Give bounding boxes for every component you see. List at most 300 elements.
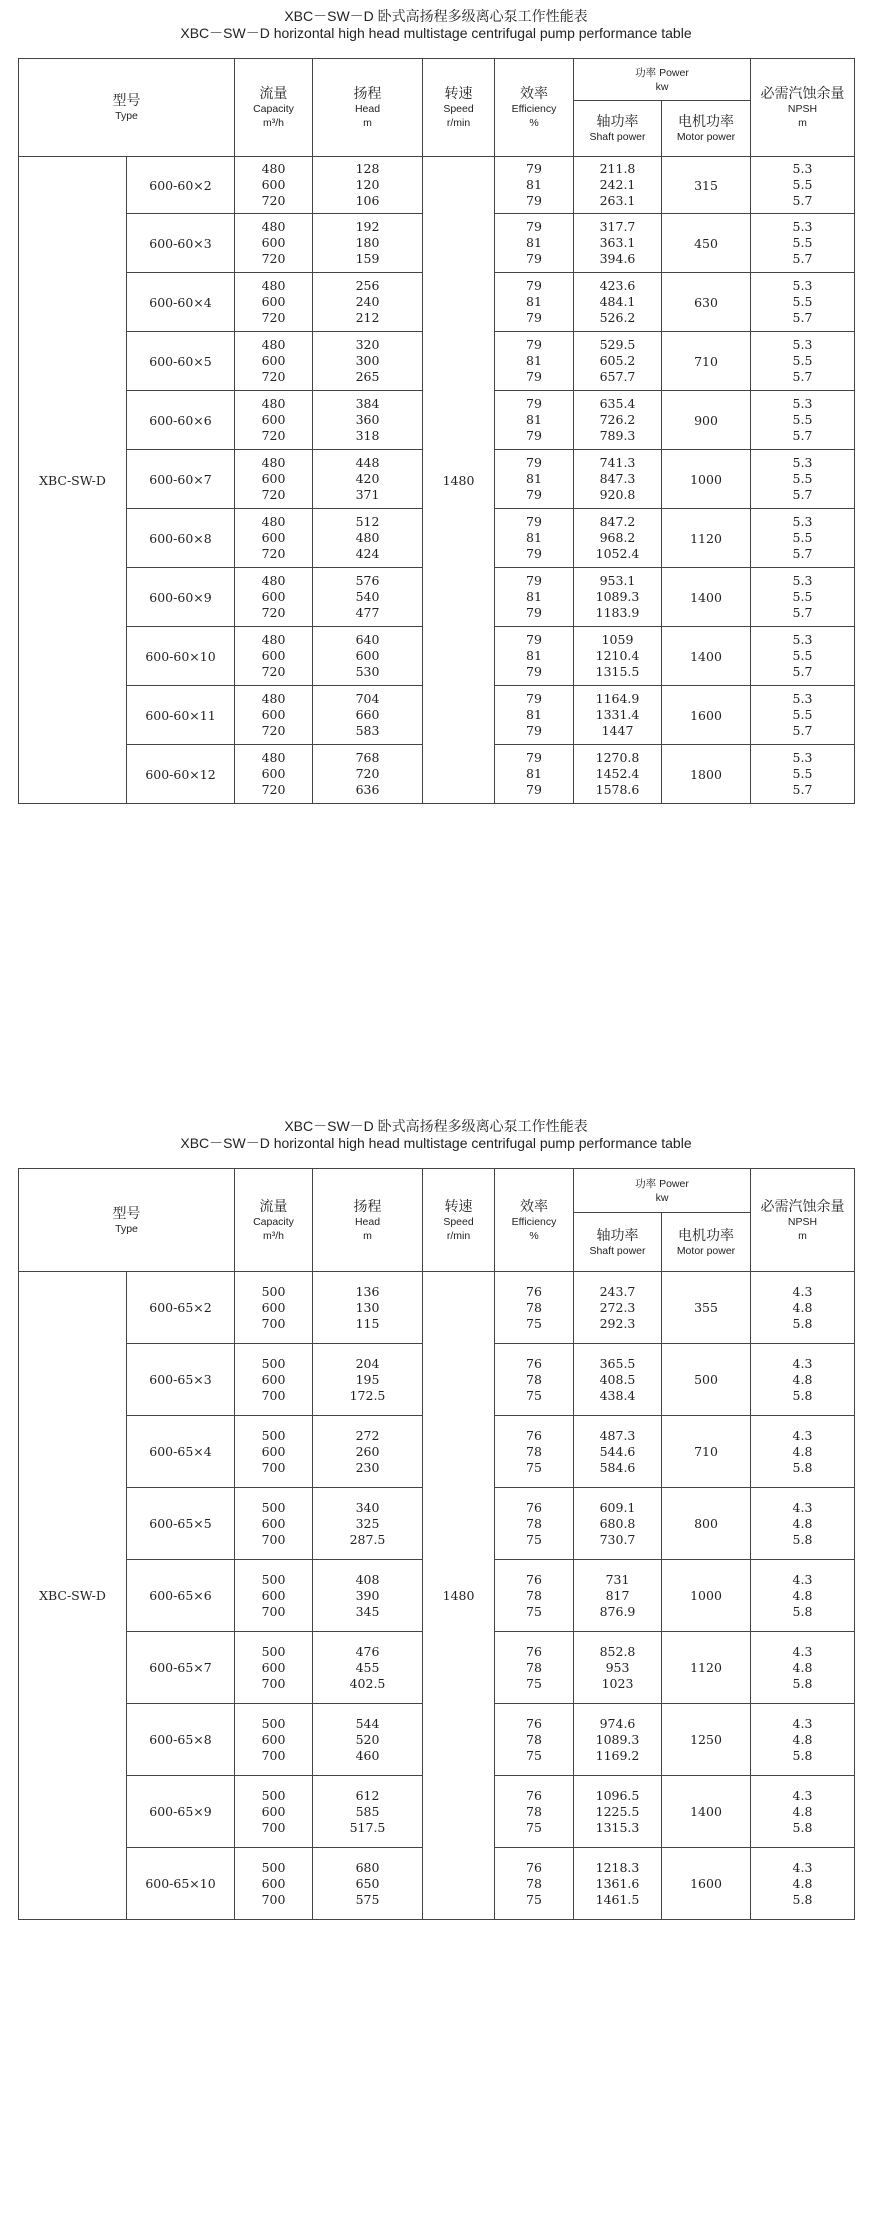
head-value: 650 bbox=[355, 1875, 380, 1891]
header-head-head_unit: m bbox=[363, 1229, 372, 1242]
header-speed bbox=[423, 59, 495, 157]
head-value: 265 bbox=[355, 369, 380, 384]
model-cell bbox=[127, 273, 235, 332]
npsh-value: 5.7 bbox=[792, 310, 813, 325]
npsh-value: 5.3 bbox=[792, 337, 813, 352]
head-value: 544 bbox=[355, 1715, 380, 1731]
head-cell bbox=[313, 627, 423, 686]
efficiency-value: 81 bbox=[526, 235, 542, 250]
efficiency-value: 79 bbox=[526, 219, 542, 234]
shaft-power-value: 1331.4 bbox=[595, 707, 640, 722]
head-value: 636 bbox=[355, 782, 380, 797]
header-type-type_cn: 型号 bbox=[112, 1204, 141, 1221]
shaft-power-value: 876.9 bbox=[599, 1603, 636, 1619]
capacity-value: 600 bbox=[261, 1515, 286, 1531]
motor-power-cell bbox=[662, 391, 751, 450]
npsh-value: 4.8 bbox=[792, 1659, 813, 1675]
motor-power-value: 1800 bbox=[690, 766, 722, 782]
head-value: 345 bbox=[355, 1603, 380, 1619]
npsh-cell bbox=[751, 332, 855, 391]
efficiency-cell bbox=[495, 1344, 574, 1416]
head-value: 520 bbox=[355, 1731, 380, 1747]
head-value: 318 bbox=[355, 428, 380, 443]
model-name: 600-60×4 bbox=[149, 294, 212, 310]
shaft-power-value: 438.4 bbox=[599, 1387, 636, 1403]
capacity-value: 600 bbox=[261, 1587, 286, 1603]
shaft-power-value: 847.2 bbox=[599, 514, 636, 529]
head-value: 517.5 bbox=[349, 1819, 386, 1835]
shaft-power-value: 1315.3 bbox=[595, 1819, 640, 1835]
motor-power-value: 315 bbox=[694, 177, 718, 193]
head-value: 402.5 bbox=[349, 1675, 386, 1691]
efficiency-cell bbox=[495, 509, 574, 568]
header-motor-power-motor_en: Motor power bbox=[676, 131, 736, 143]
header-speed-speed_cn: 转速 bbox=[444, 1197, 473, 1214]
capacity-value: 600 bbox=[261, 1875, 286, 1891]
capacity-cell bbox=[235, 686, 313, 745]
npsh-value: 5.3 bbox=[792, 573, 813, 588]
efficiency-cell bbox=[495, 332, 574, 391]
motor-power-cell bbox=[662, 1632, 751, 1704]
head-value: 159 bbox=[355, 251, 380, 266]
shaft-power-cell bbox=[574, 1776, 662, 1848]
capacity-value: 700 bbox=[261, 1819, 286, 1835]
capacity-value: 480 bbox=[261, 396, 286, 411]
motor-power-value: 450 bbox=[694, 235, 718, 251]
shaft-power-value: 817 bbox=[605, 1587, 630, 1603]
motor-power-value: 1400 bbox=[690, 1804, 722, 1819]
efficiency-cell bbox=[495, 627, 574, 686]
head-cell bbox=[313, 1704, 423, 1776]
head-cell bbox=[313, 1632, 423, 1704]
npsh-cell bbox=[751, 686, 855, 745]
shaft-power-value: 317.7 bbox=[599, 219, 636, 234]
head-value: 704 bbox=[355, 691, 380, 706]
model-cell bbox=[127, 686, 235, 745]
header-npsh-npsh_cn: 必需汽蚀余量 bbox=[760, 85, 845, 101]
head-value: 576 bbox=[355, 573, 380, 588]
head-value: 460 bbox=[355, 1747, 380, 1763]
capacity-value: 700 bbox=[261, 1603, 286, 1619]
head-value: 512 bbox=[355, 514, 380, 529]
table-title-cn: XBC－SW－D 卧式高扬程多级离心泵工作性能表 bbox=[284, 8, 588, 24]
header-efficiency bbox=[495, 1169, 574, 1272]
npsh-value: 5.3 bbox=[792, 396, 813, 411]
head-cell bbox=[313, 157, 423, 214]
motor-power-value: 710 bbox=[694, 353, 718, 369]
shaft-power-value: 423.6 bbox=[599, 278, 636, 293]
header-power bbox=[574, 59, 751, 101]
efficiency-value: 81 bbox=[526, 177, 542, 192]
npsh-value: 5.5 bbox=[792, 471, 813, 486]
model-cell bbox=[127, 1344, 235, 1416]
motor-power-cell bbox=[662, 745, 751, 804]
efficiency-value: 81 bbox=[526, 589, 542, 604]
capacity-value: 720 bbox=[261, 428, 286, 443]
model-cell bbox=[127, 450, 235, 509]
shaft-power-value: 584.6 bbox=[599, 1459, 636, 1475]
shaft-power-value: 968.2 bbox=[599, 530, 636, 545]
efficiency-value: 79 bbox=[526, 251, 542, 266]
motor-power-value: 900 bbox=[694, 412, 718, 428]
motor-power-value: 1120 bbox=[690, 530, 722, 546]
motor-power-cell bbox=[662, 627, 751, 686]
npsh-cell bbox=[751, 627, 855, 686]
shaft-power-value: 974.6 bbox=[599, 1715, 636, 1731]
shaft-power-value: 1096.5 bbox=[595, 1787, 640, 1803]
performance-table-section bbox=[18, 8, 854, 804]
npsh-value: 5.7 bbox=[792, 487, 813, 502]
npsh-value: 4.8 bbox=[792, 1515, 813, 1531]
head-value: 477 bbox=[355, 605, 380, 620]
head-cell bbox=[313, 273, 423, 332]
head-value: 130 bbox=[355, 1299, 380, 1315]
capacity-value: 720 bbox=[261, 487, 286, 502]
motor-power-cell bbox=[662, 1272, 751, 1344]
model-name: 600-65×9 bbox=[149, 1804, 212, 1819]
capacity-value: 600 bbox=[261, 530, 286, 545]
npsh-cell bbox=[751, 391, 855, 450]
shaft-power-cell bbox=[574, 214, 662, 273]
shaft-power-value: 852.8 bbox=[599, 1643, 636, 1659]
shaft-power-value: 408.5 bbox=[599, 1371, 636, 1387]
shaft-power-value: 1059 bbox=[601, 632, 634, 647]
shaft-power-value: 1183.9 bbox=[595, 605, 640, 620]
table-title-en: XBC－SW－D horizontal high head multistage centrifugal pump performance table bbox=[180, 25, 692, 41]
efficiency-value: 79 bbox=[526, 278, 542, 293]
series-name: XBC-SW-D bbox=[39, 1588, 106, 1603]
shaft-power-value: 484.1 bbox=[599, 294, 636, 309]
npsh-value: 4.8 bbox=[792, 1875, 813, 1891]
npsh-value: 4.3 bbox=[792, 1283, 813, 1299]
motor-power-cell bbox=[662, 1848, 751, 1920]
head-value: 612 bbox=[355, 1787, 380, 1803]
efficiency-value: 78 bbox=[526, 1587, 542, 1603]
efficiency-value: 79 bbox=[526, 396, 542, 411]
capacity-cell bbox=[235, 1488, 313, 1560]
head-value: 585 bbox=[355, 1803, 380, 1819]
header-head-head_en: Head bbox=[354, 103, 381, 115]
shaft-power-value: 1218.3 bbox=[595, 1859, 640, 1875]
model-cell bbox=[127, 509, 235, 568]
npsh-cell bbox=[751, 568, 855, 627]
npsh-value: 5.8 bbox=[792, 1747, 813, 1763]
npsh-value: 4.8 bbox=[792, 1443, 813, 1459]
efficiency-value: 79 bbox=[526, 632, 542, 647]
head-cell bbox=[313, 391, 423, 450]
shaft-power-value: 1052.4 bbox=[595, 546, 640, 561]
head-value: 448 bbox=[355, 455, 380, 470]
npsh-value: 5.7 bbox=[792, 251, 813, 266]
efficiency-value: 76 bbox=[526, 1787, 542, 1803]
header-speed bbox=[423, 1169, 495, 1272]
efficiency-value: 76 bbox=[526, 1643, 542, 1659]
npsh-value: 5.8 bbox=[792, 1459, 813, 1475]
shaft-power-value: 272.3 bbox=[599, 1299, 636, 1315]
capacity-value: 480 bbox=[261, 632, 286, 647]
efficiency-value: 75 bbox=[526, 1459, 542, 1475]
head-cell bbox=[313, 1488, 423, 1560]
model-name: 600-65×3 bbox=[149, 1372, 212, 1387]
header-npsh-npsh_en: NPSH bbox=[787, 1215, 818, 1228]
capacity-value: 700 bbox=[261, 1531, 286, 1547]
header-motor-power-motor_cn: 电机功率 bbox=[678, 1226, 734, 1243]
npsh-cell bbox=[751, 1560, 855, 1632]
speed-cell bbox=[423, 1272, 495, 1920]
head-cell bbox=[313, 1848, 423, 1920]
capacity-cell bbox=[235, 745, 313, 804]
capacity-cell bbox=[235, 627, 313, 686]
model-cell bbox=[127, 1848, 235, 1920]
capacity-value: 500 bbox=[261, 1355, 286, 1371]
series-name-cell bbox=[19, 1272, 127, 1920]
shaft-power-value: 487.3 bbox=[599, 1427, 636, 1443]
header-efficiency-efficiency_unit: % bbox=[529, 1229, 539, 1242]
model-name: 600-60×9 bbox=[149, 589, 212, 605]
npsh-cell bbox=[751, 1848, 855, 1920]
model-name: 600-65×7 bbox=[149, 1660, 212, 1675]
efficiency-value: 81 bbox=[526, 412, 542, 427]
npsh-value: 5.8 bbox=[792, 1531, 813, 1547]
npsh-value: 4.8 bbox=[792, 1587, 813, 1603]
npsh-value: 5.8 bbox=[792, 1387, 813, 1403]
efficiency-cell bbox=[495, 214, 574, 273]
efficiency-value: 76 bbox=[526, 1355, 542, 1371]
capacity-value: 500 bbox=[261, 1859, 286, 1875]
table-row bbox=[19, 1272, 855, 1344]
head-value: 476 bbox=[355, 1643, 380, 1659]
motor-power-value: 1120 bbox=[690, 1660, 722, 1675]
header-speed-speed_unit: r/min bbox=[446, 117, 471, 129]
shaft-power-value: 730.7 bbox=[599, 1531, 636, 1547]
head-value: 680 bbox=[355, 1859, 380, 1875]
efficiency-value: 79 bbox=[526, 573, 542, 588]
npsh-value: 5.3 bbox=[792, 691, 813, 706]
model-name: 600-60×10 bbox=[145, 648, 216, 664]
head-value: 136 bbox=[355, 1283, 380, 1299]
head-value: 455 bbox=[355, 1659, 380, 1675]
efficiency-value: 79 bbox=[526, 487, 542, 502]
capacity-value: 600 bbox=[261, 412, 286, 427]
capacity-value: 500 bbox=[261, 1787, 286, 1803]
capacity-value: 480 bbox=[261, 219, 286, 234]
capacity-value: 600 bbox=[261, 589, 286, 604]
header-power-power_cn: 功率 Power bbox=[635, 66, 689, 79]
efficiency-cell bbox=[495, 1560, 574, 1632]
motor-power-value: 1400 bbox=[690, 589, 722, 605]
head-value: 212 bbox=[355, 310, 380, 325]
header-type-type_cn: 型号 bbox=[112, 92, 141, 108]
head-value: 340 bbox=[355, 1499, 380, 1515]
npsh-value: 5.5 bbox=[792, 177, 813, 192]
npsh-cell bbox=[751, 214, 855, 273]
motor-power-cell bbox=[662, 332, 751, 391]
shaft-power-cell bbox=[574, 1344, 662, 1416]
efficiency-value: 78 bbox=[526, 1443, 542, 1459]
shaft-power-value: 1089.3 bbox=[595, 589, 640, 604]
capacity-value: 600 bbox=[261, 235, 286, 250]
header-capacity-capacity_en: Capacity bbox=[253, 103, 294, 115]
efficiency-value: 76 bbox=[526, 1715, 542, 1731]
capacity-value: 500 bbox=[261, 1499, 286, 1515]
efficiency-value: 79 bbox=[526, 723, 542, 738]
npsh-value: 4.3 bbox=[792, 1859, 813, 1875]
capacity-value: 720 bbox=[261, 193, 286, 208]
shaft-power-cell bbox=[574, 273, 662, 332]
shaft-power-cell bbox=[574, 332, 662, 391]
motor-power-cell bbox=[662, 509, 751, 568]
table-title-cn: XBC－SW－D 卧式高扬程多级离心泵工作性能表 bbox=[284, 1118, 588, 1134]
motor-power-value: 1400 bbox=[690, 648, 722, 664]
efficiency-value: 79 bbox=[526, 546, 542, 561]
head-value: 180 bbox=[355, 235, 380, 250]
model-cell bbox=[127, 627, 235, 686]
capacity-cell bbox=[235, 568, 313, 627]
header-head-head_cn: 扬程 bbox=[353, 1197, 382, 1214]
efficiency-cell bbox=[495, 745, 574, 804]
capacity-value: 720 bbox=[261, 782, 286, 797]
shaft-power-value: 1461.5 bbox=[595, 1891, 640, 1907]
shaft-power-value: 1315.5 bbox=[595, 664, 640, 679]
npsh-cell bbox=[751, 1776, 855, 1848]
capacity-value: 600 bbox=[261, 294, 286, 309]
capacity-cell bbox=[235, 1416, 313, 1488]
capacity-value: 700 bbox=[261, 1459, 286, 1475]
head-value: 325 bbox=[355, 1515, 380, 1531]
shaft-power-value: 609.1 bbox=[599, 1499, 636, 1515]
header-npsh bbox=[751, 1169, 855, 1272]
header-type-type_en: Type bbox=[115, 1222, 138, 1235]
capacity-value: 500 bbox=[261, 1427, 286, 1443]
header-type-type_en: Type bbox=[115, 110, 138, 122]
shaft-power-cell bbox=[574, 686, 662, 745]
capacity-value: 720 bbox=[261, 546, 286, 561]
npsh-value: 5.5 bbox=[792, 530, 813, 545]
model-name: 600-60×2 bbox=[149, 177, 212, 193]
efficiency-value: 75 bbox=[526, 1747, 542, 1763]
model-name: 600-60×6 bbox=[149, 412, 212, 428]
efficiency-value: 79 bbox=[526, 161, 542, 176]
header-speed-speed_cn: 转速 bbox=[444, 85, 473, 101]
model-cell bbox=[127, 1560, 235, 1632]
npsh-cell bbox=[751, 450, 855, 509]
npsh-cell bbox=[751, 1632, 855, 1704]
npsh-value: 5.7 bbox=[792, 546, 813, 561]
shaft-power-value: 1361.6 bbox=[595, 1875, 640, 1891]
npsh-value: 5.7 bbox=[792, 664, 813, 679]
capacity-value: 720 bbox=[261, 251, 286, 266]
head-value: 420 bbox=[355, 471, 380, 486]
header-efficiency-efficiency_unit: % bbox=[529, 117, 539, 129]
shaft-power-cell bbox=[574, 627, 662, 686]
head-value: 120 bbox=[355, 177, 380, 192]
head-value: 192 bbox=[355, 219, 380, 234]
efficiency-value: 79 bbox=[526, 455, 542, 470]
efficiency-value: 78 bbox=[526, 1803, 542, 1819]
capacity-value: 600 bbox=[261, 1803, 286, 1819]
capacity-value: 600 bbox=[261, 353, 286, 368]
motor-power-value: 800 bbox=[694, 1516, 718, 1531]
npsh-value: 5.5 bbox=[792, 353, 813, 368]
capacity-cell bbox=[235, 1704, 313, 1776]
header-efficiency-efficiency_cn: 效率 bbox=[520, 1197, 548, 1214]
efficiency-value: 81 bbox=[526, 707, 542, 722]
shaft-power-cell bbox=[574, 1632, 662, 1704]
efficiency-cell bbox=[495, 391, 574, 450]
header-efficiency-efficiency_en: Efficiency bbox=[511, 103, 557, 115]
header-power bbox=[574, 1169, 751, 1213]
npsh-cell bbox=[751, 745, 855, 804]
npsh-cell bbox=[751, 1416, 855, 1488]
shaft-power-cell bbox=[574, 157, 662, 214]
efficiency-value: 78 bbox=[526, 1875, 542, 1891]
model-cell bbox=[127, 1776, 235, 1848]
efficiency-cell bbox=[495, 1776, 574, 1848]
capacity-value: 600 bbox=[261, 648, 286, 663]
header-motor-power bbox=[662, 101, 751, 157]
header-npsh-npsh_cn: 必需汽蚀余量 bbox=[760, 1197, 845, 1214]
capacity-value: 720 bbox=[261, 369, 286, 384]
capacity-value: 600 bbox=[261, 766, 286, 781]
series-name-cell bbox=[19, 157, 127, 804]
npsh-value: 4.3 bbox=[792, 1355, 813, 1371]
motor-power-cell bbox=[662, 1344, 751, 1416]
shaft-power-value: 1089.3 bbox=[595, 1731, 640, 1747]
header-efficiency-efficiency_en: Efficiency bbox=[511, 1215, 557, 1228]
shaft-power-value: 920.8 bbox=[599, 487, 636, 502]
efficiency-value: 81 bbox=[526, 353, 542, 368]
model-cell bbox=[127, 1416, 235, 1488]
npsh-value: 5.8 bbox=[792, 1315, 813, 1331]
motor-power-value: 500 bbox=[694, 1372, 718, 1387]
npsh-value: 5.3 bbox=[792, 161, 813, 176]
shaft-power-value: 953.1 bbox=[599, 573, 636, 588]
capacity-value: 500 bbox=[261, 1571, 286, 1587]
shaft-power-value: 1452.4 bbox=[595, 766, 640, 781]
motor-power-cell bbox=[662, 273, 751, 332]
capacity-value: 600 bbox=[261, 1659, 286, 1675]
motor-power-cell bbox=[662, 1776, 751, 1848]
npsh-value: 5.5 bbox=[792, 235, 813, 250]
shaft-power-cell bbox=[574, 1488, 662, 1560]
capacity-value: 500 bbox=[261, 1283, 286, 1299]
shaft-power-cell bbox=[574, 1272, 662, 1344]
head-value: 256 bbox=[355, 278, 380, 293]
npsh-value: 4.8 bbox=[792, 1371, 813, 1387]
npsh-value: 5.7 bbox=[792, 605, 813, 620]
shaft-power-cell bbox=[574, 391, 662, 450]
header-npsh-npsh_en: NPSH bbox=[787, 103, 818, 115]
npsh-value: 5.5 bbox=[792, 589, 813, 604]
capacity-value: 480 bbox=[261, 573, 286, 588]
shaft-power-value: 680.8 bbox=[599, 1515, 636, 1531]
efficiency-value: 81 bbox=[526, 294, 542, 309]
shaft-power-cell bbox=[574, 1848, 662, 1920]
capacity-cell bbox=[235, 1560, 313, 1632]
efficiency-value: 78 bbox=[526, 1731, 542, 1747]
header-speed-speed_en: Speed bbox=[443, 103, 474, 115]
head-cell bbox=[313, 1560, 423, 1632]
efficiency-value: 76 bbox=[526, 1427, 542, 1443]
capacity-cell bbox=[235, 157, 313, 214]
npsh-cell bbox=[751, 1488, 855, 1560]
efficiency-cell bbox=[495, 1848, 574, 1920]
header-capacity-capacity_cn: 流量 bbox=[259, 85, 288, 101]
efficiency-value: 79 bbox=[526, 310, 542, 325]
model-name: 600-65×2 bbox=[149, 1300, 212, 1315]
capacity-value: 480 bbox=[261, 337, 286, 352]
head-cell bbox=[313, 450, 423, 509]
